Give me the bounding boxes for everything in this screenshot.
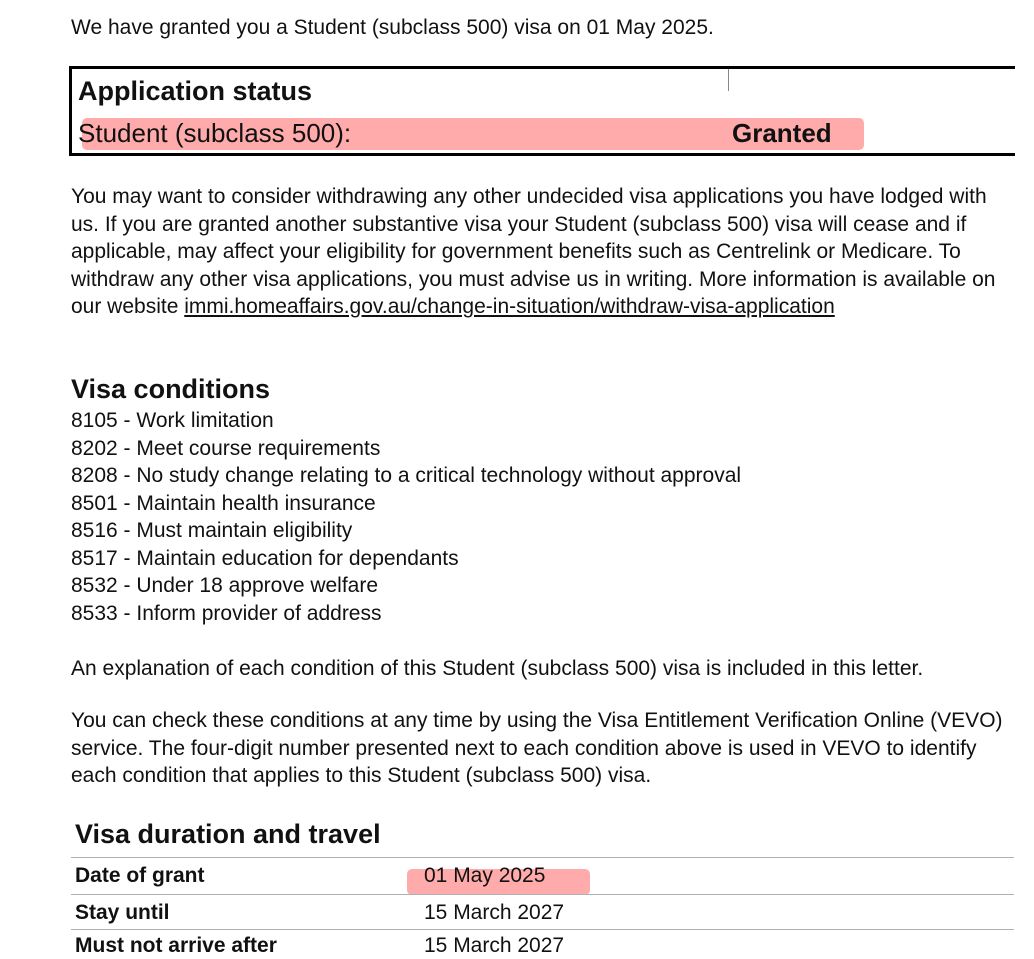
row-value: 15 March 2027 [424,934,565,957]
withdraw-text: You may want to consider withdrawing any other undecided visa applications you have lodged with us. If you are granted another substantive visa your Student (subclass 500) visa will cease and if applicable, may affect your eligibility for government benefits such as Centrelink or Medicare. To withdraw any other visa applications, you must advise us in writing. More information is available on our website [71,185,996,318]
application-status-label: Student (subclass 500): [78,118,352,148]
visa-conditions-title: Visa conditions [71,374,271,404]
withdraw-paragraph [71,183,1016,321]
condition-item: 8532 - Under 18 approve welfare [71,574,379,597]
explanation-paragraph: An explanation of each condition of this Student (subclass 500) visa is included in this letter. [71,657,924,680]
visa-duration-title: Visa duration and travel [75,819,381,849]
table-row [71,857,1014,894]
condition-item: 8105 - Work limitation [71,409,274,432]
withdraw-link[interactable]: immi.homeaffairs.gov.au/change-in-situation/withdraw-visa-application [184,295,835,318]
application-status-box [69,66,1015,156]
row-label: Stay until [75,901,170,924]
row-value: 15 March 2027 [424,901,565,924]
row-label: Must not arrive after [75,934,277,957]
application-status-title: Application status [78,76,313,106]
table-row [71,894,1014,931]
application-status-value: Granted [732,118,832,148]
vevo-paragraph: You can check these conditions at any time by using the Visa Entitlement Verification Online (VEVO) service. The four-digit number presented next to each condition above is used in VEVO to identify each condition that applies to this Student (subclass 500) visa. [71,709,1003,787]
condition-item: 8202 - Meet course requirements [71,436,381,460]
condition-item: 8208 - No study change relating to a critical technology without approval [71,464,742,487]
grant-intro: We have granted you a Student (subclass 500) visa on 01 May 2025. [71,16,714,39]
condition-item: 8517 - Maintain education for dependants [71,546,459,570]
condition-item: 8501 - Maintain health insurance [71,491,376,515]
table-row [71,929,1014,957]
status-box-divider [728,69,729,91]
row-value: 01 May 2025 [424,864,546,887]
visa-duration-table [71,857,1014,931]
visa-conditions-list [71,407,741,627]
row-label: Date of grant [75,864,205,887]
condition-item: 8533 - Inform provider of address [71,601,382,625]
condition-item: 8516 - Must maintain eligibility [71,519,353,542]
